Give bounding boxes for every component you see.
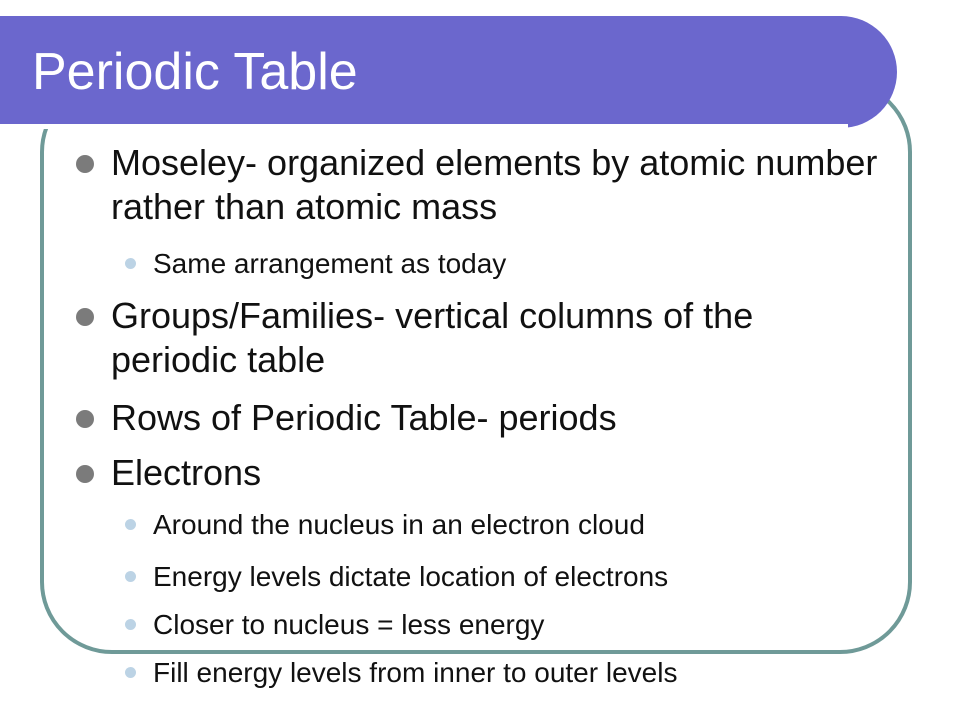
bullet-text: Electrons — [111, 452, 262, 493]
bullet-icon — [76, 410, 94, 428]
bullet-text: Rows of Periodic Table- periods — [111, 397, 617, 438]
sub-bullet-icon — [125, 258, 136, 269]
sub-bullet-icon — [125, 571, 136, 582]
bullet-icon — [76, 155, 94, 173]
sub-bullet-icon — [125, 667, 136, 678]
sub-bullet-text: Same arrangement as today — [153, 248, 507, 279]
sub-bullet-icon — [125, 519, 136, 530]
sub-bullet-text: Energy levels dictate location of electrons — [153, 561, 669, 592]
sub-bullet-icon — [125, 619, 136, 630]
bullet-icon — [76, 308, 94, 326]
slide-title: Periodic Table — [32, 43, 358, 101]
sub-bullet-text: Closer to nucleus = less energy — [153, 609, 545, 640]
bullet-icon — [76, 465, 94, 483]
sub-bullet-text: Around the nucleus in an electron cloud — [153, 509, 645, 540]
bullet-text: Moseley- organized elements by atomic number rather than atomic mass — [111, 142, 878, 227]
sub-bullet-text: Fill energy levels from inner to outer levels — [153, 657, 678, 688]
bullet-text: Groups/Families- vertical columns of the periodic table — [111, 295, 754, 380]
